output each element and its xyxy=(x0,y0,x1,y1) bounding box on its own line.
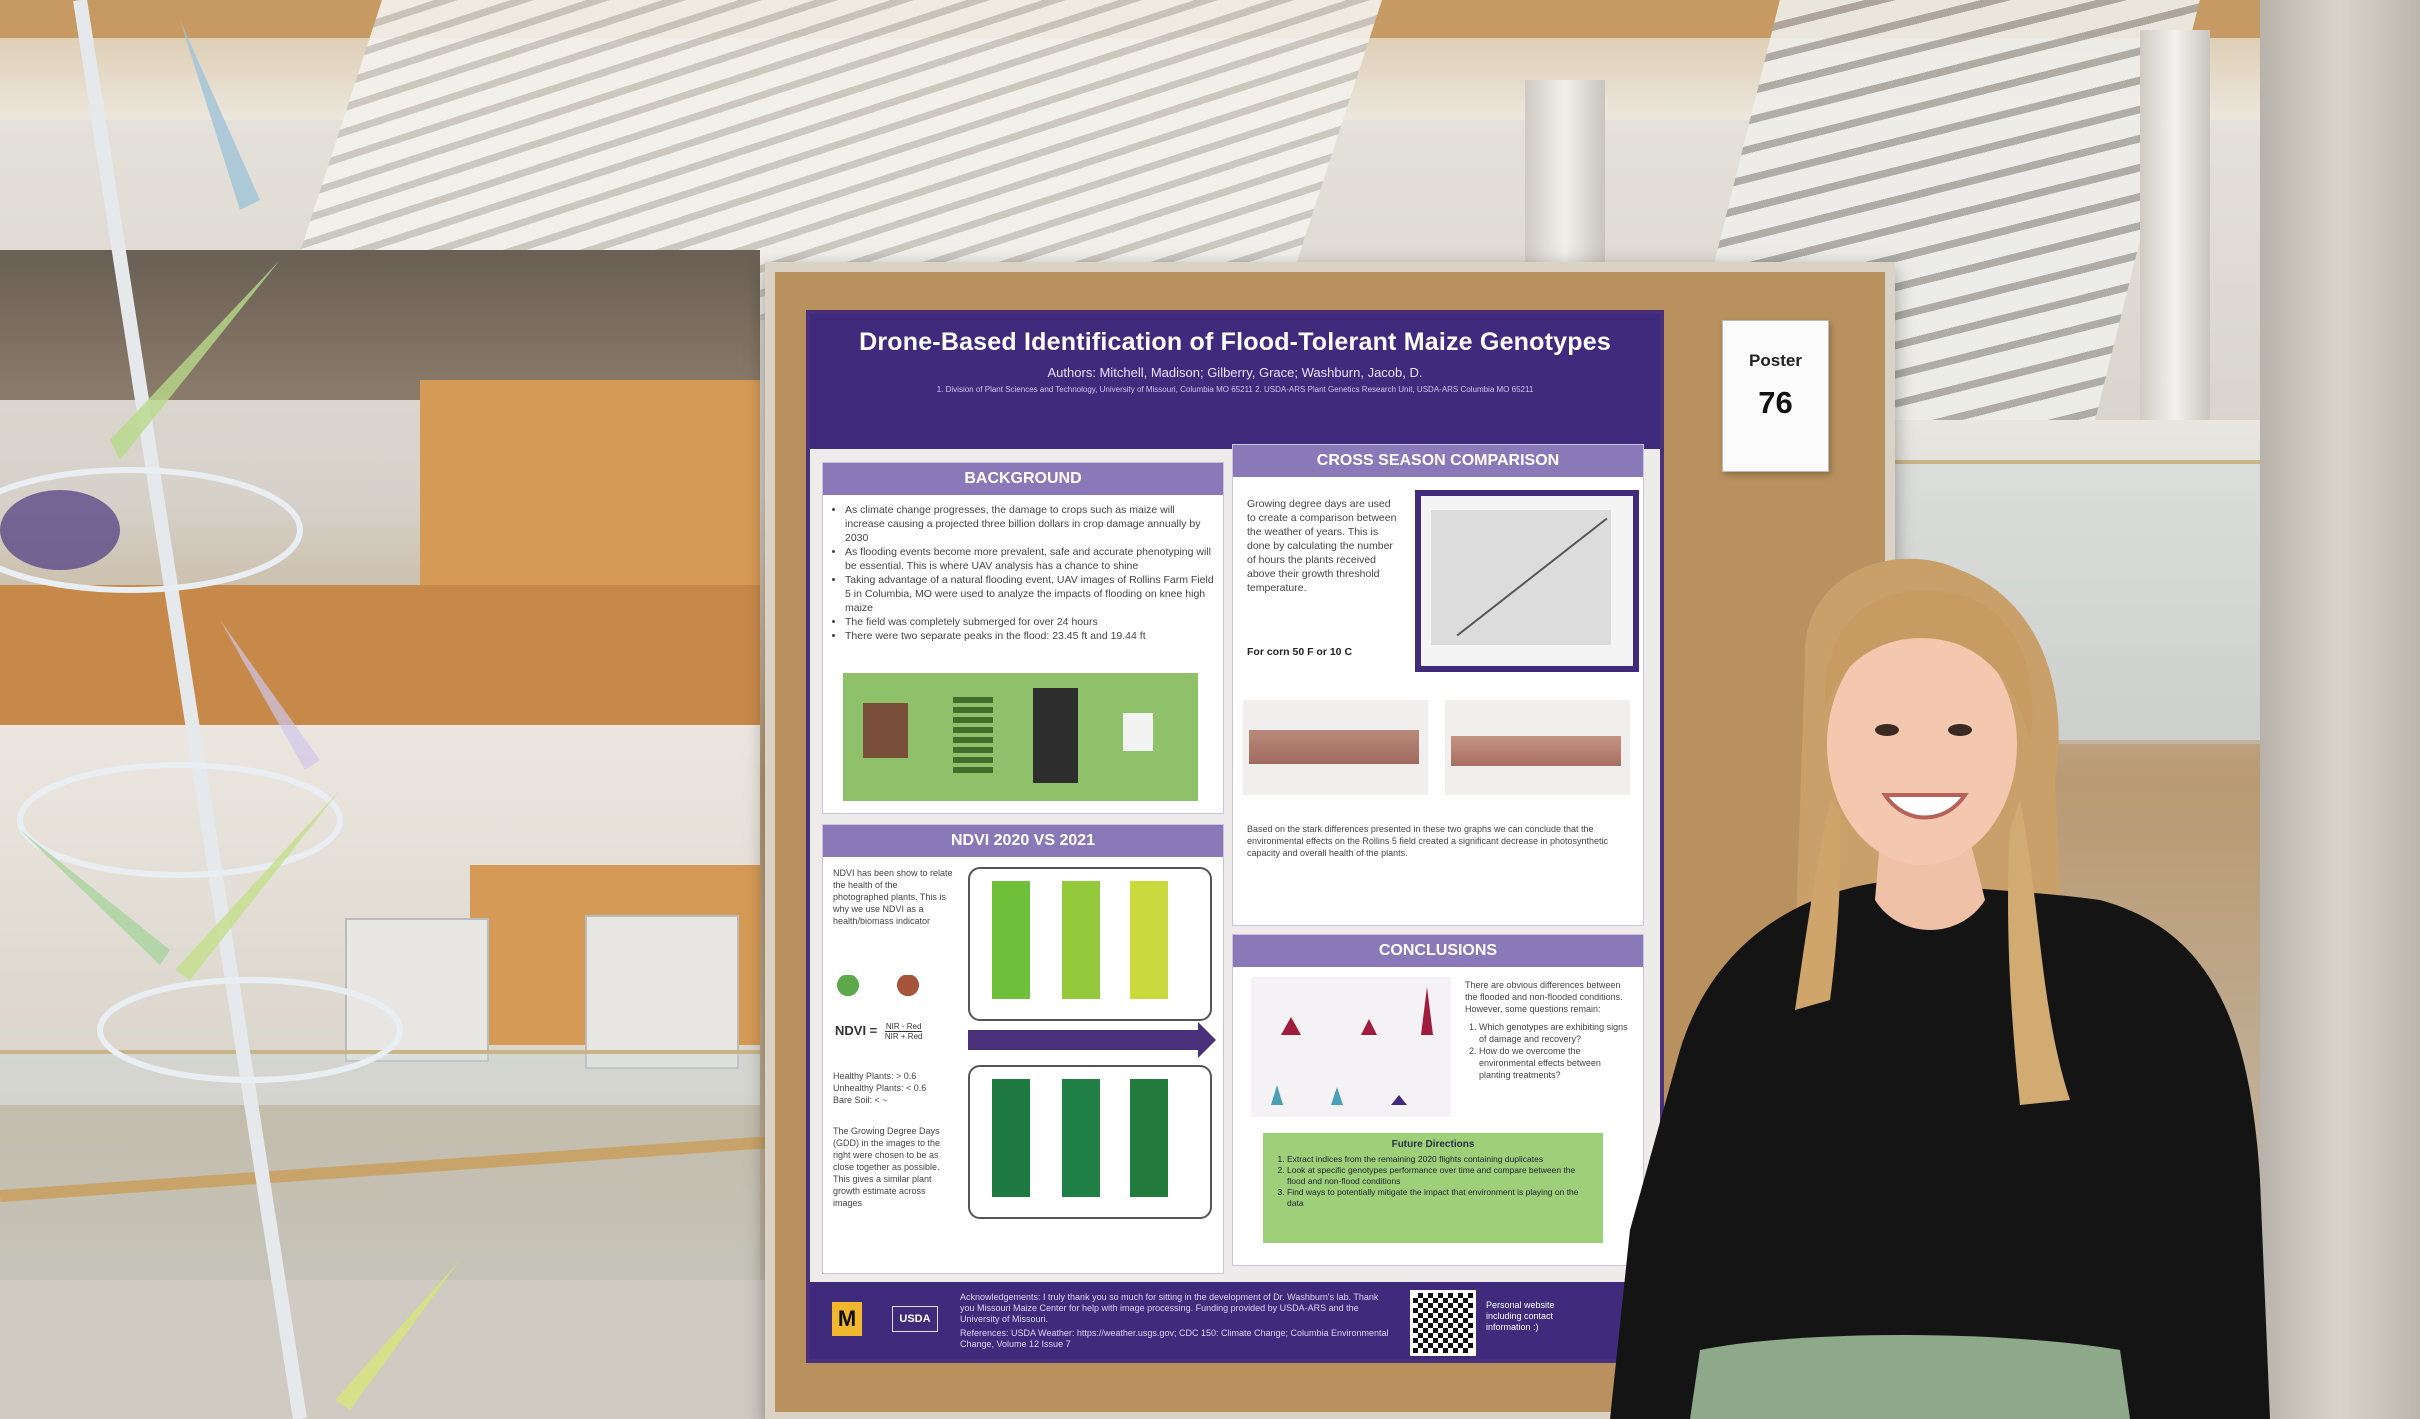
ndvi-2020-panels xyxy=(968,867,1212,1021)
ndvi-label: NDVI = xyxy=(835,1022,878,1038)
plant-icon xyxy=(895,975,921,1009)
poster-footer xyxy=(810,1282,1660,1359)
concrete-column xyxy=(2260,0,2420,1419)
poster-header xyxy=(810,314,1660,449)
sculpture-ring xyxy=(20,765,340,875)
sculpture-pole xyxy=(80,0,300,1419)
poster-title: Drone-Based Identification of Flood-Tolerant Maize Genotypes xyxy=(859,328,1611,356)
sculpture-leaf xyxy=(180,20,260,210)
chart-band xyxy=(1451,736,1621,766)
ndvi-text: NDVI has been show to relate the health of the photographed plants. This is why we use NDVI as a health/biomass indicator xyxy=(833,868,953,926)
list-item: 1. Extract indices from the remaining 2020 flights containing duplicates xyxy=(1287,1154,1595,1165)
peak xyxy=(1361,1019,1377,1035)
peak xyxy=(1331,1087,1343,1105)
ndvi-panel xyxy=(1130,1079,1168,1197)
poster-authors: Authors: Mitchell, Madison; Gilberry, Grace; Washburn, Jacob, D. xyxy=(1047,365,1423,380)
ndvi-panel xyxy=(1130,881,1168,999)
list-item: 3. Find ways to potentially mitigate the impact that environment is playing on the data xyxy=(1287,1187,1595,1209)
flood-arrow xyxy=(968,1030,1198,1050)
peaks-svg xyxy=(1251,977,1451,1117)
flood-arrow-head xyxy=(1198,1022,1216,1058)
tag-number: 76 xyxy=(1758,385,1793,420)
list-item: 1. Which genotypes are exhibiting signs of damage and recovery? xyxy=(1479,1021,1630,1045)
sculpture-disc xyxy=(0,490,120,570)
threshold-item: Healthy Plants: > 0.6 xyxy=(833,1071,917,1081)
future-heading: Future Directions xyxy=(1391,1139,1475,1150)
sculpture-leaf xyxy=(175,790,340,980)
ndvi-panel xyxy=(992,881,1030,999)
poster-number-tag xyxy=(1722,320,1829,472)
ndvi-heading: NDVI 2020 VS 2021 xyxy=(823,825,1223,857)
ndvi-section xyxy=(822,824,1224,1274)
ndvi-panel xyxy=(992,1079,1030,1197)
qr-code xyxy=(1410,1290,1476,1356)
usda-logo: USDA xyxy=(892,1306,938,1332)
conclusions-intro: There are obvious differences between the flooded and non-flooded conditions. However, some questions remain: xyxy=(1465,980,1623,1014)
ndvi-formula xyxy=(835,975,955,1041)
ndvi-formula-row xyxy=(835,1022,955,1041)
conclusions-heading: CONCLUSIONS xyxy=(1233,935,1643,967)
pants xyxy=(1690,1335,2130,1419)
list-item: • Taking advantage of a natural flooding event, UAV images of Rollins Farm Field 5 in Columbia, MO were used to analyze the impacts of flooding on knee high maize xyxy=(845,573,1215,615)
list-item: • As climate change progresses, the damage to crops such as maize will increase causing a projected three billion dollars in crop damage annually by 2030 xyxy=(845,503,1215,545)
cross-heading: CROSS SEASON COMPARISON xyxy=(1233,445,1643,477)
sculpture xyxy=(0,0,520,1419)
mizzou-logo: M xyxy=(832,1302,862,1336)
flood-peaks-chart xyxy=(1251,977,1451,1117)
peak xyxy=(1281,1017,1301,1035)
cross-season-section xyxy=(1232,444,1644,926)
ndvi-formula-top: NIR - Red xyxy=(885,1022,922,1031)
ndvi-comparison-chart xyxy=(1243,700,1428,795)
conclusions-section xyxy=(1232,934,1644,1266)
future-list xyxy=(1263,1154,1595,1209)
ndvi-panel xyxy=(1062,881,1100,999)
eye xyxy=(1875,724,1899,736)
list-item: • There were two separate peaks in the flood: 23.45 ft and 19.44 ft xyxy=(845,629,1215,643)
plot-grid xyxy=(953,693,993,773)
footer-qr-text: Personal website including contact information :) xyxy=(1486,1300,1555,1332)
eye xyxy=(1948,724,1972,736)
sculpture-leaf xyxy=(220,620,320,770)
peak xyxy=(1421,987,1433,1035)
list-item: 2. Look at specific genotypes performance over time and compare between the flood and non-flood conditions xyxy=(1287,1165,1595,1187)
ndvi-thresholds xyxy=(833,1070,958,1106)
field-image xyxy=(863,703,908,758)
background-heading: BACKGROUND xyxy=(823,463,1223,495)
ndvi-fraction xyxy=(885,1022,923,1041)
easel-board xyxy=(585,915,739,1069)
ndvi-formula-bottom: NIR + Red xyxy=(884,1032,923,1041)
background-section xyxy=(822,462,1224,814)
chart-band xyxy=(1249,730,1419,764)
sculpture-leaf xyxy=(20,830,170,965)
research-poster xyxy=(806,310,1664,1363)
drone-image xyxy=(1033,688,1078,783)
gdd-text: The Growing Degree Days (GDD) in the images to the right were chosen to be as close together as possible. This gives a similar plant growth estimate across images xyxy=(833,1126,941,1208)
cross-text: Growing degree days are used to create a comparison between the weather of years. This is done by calculating the number of hours the plants received above their growth threshold temperature. xyxy=(1247,498,1397,594)
threshold-item: Bare Soil: < ~ xyxy=(833,1095,888,1105)
list-item: 2. How do we overcome the environmental effects between planting treatments? xyxy=(1479,1045,1630,1081)
workflow-diagram xyxy=(843,673,1198,801)
file-icon xyxy=(1123,713,1153,751)
ndvi-panel xyxy=(1062,1079,1100,1197)
background-list xyxy=(823,503,1215,643)
cross-conclusion: Based on the stark differences presented in these two graphs we can conclude that the environmental effects on the Rollins 5 field created a significant decrease in photosynthetic capacity and overall health of the plants. xyxy=(1247,824,1609,858)
person xyxy=(1600,540,2280,1419)
footer-acknowledgements: Acknowledgements: I truly thank you so much for sitting in the development of Dr. Washburn's lab. Thank you Missouri Maize Center for help with image processing. Funding provided by USDA-ARS and the University of Missouri. xyxy=(960,1292,1379,1324)
ndvi-2021-panels xyxy=(968,1065,1212,1219)
poster-affiliation: 1. Division of Plant Sciences and Technology, University of Missouri, Columbia MO 65211 2. USDA-ARS Plant Genetics Research Unit, USDA-ARS Columbia MO 65211 xyxy=(936,385,1534,394)
plant-icon xyxy=(835,975,861,1009)
future-directions-box xyxy=(1263,1133,1603,1243)
peak xyxy=(1391,1095,1407,1105)
tag-label: Poster xyxy=(1749,351,1802,370)
sculpture-leaf xyxy=(335,1260,460,1410)
list-item: • The field was completely submerged for over 24 hours xyxy=(845,615,1215,629)
gdd-chart-plot xyxy=(1431,510,1611,645)
footer-references: References: USDA Weather: https://weather.usgs.gov; CDC 150: Climate Change; Columbia Environmental Change, Volume 12 Issue 7 xyxy=(960,1328,1389,1349)
list-item: • As flooding events become more prevalent, safe and accurate phenotyping will be essential. This is where UAV analysis has a chance to shine xyxy=(845,545,1215,573)
cross-corn: For corn 50 F or 10 C xyxy=(1247,646,1353,658)
peak xyxy=(1271,1085,1283,1105)
threshold-item: Unhealthy Plants: < 0.6 xyxy=(833,1083,927,1093)
